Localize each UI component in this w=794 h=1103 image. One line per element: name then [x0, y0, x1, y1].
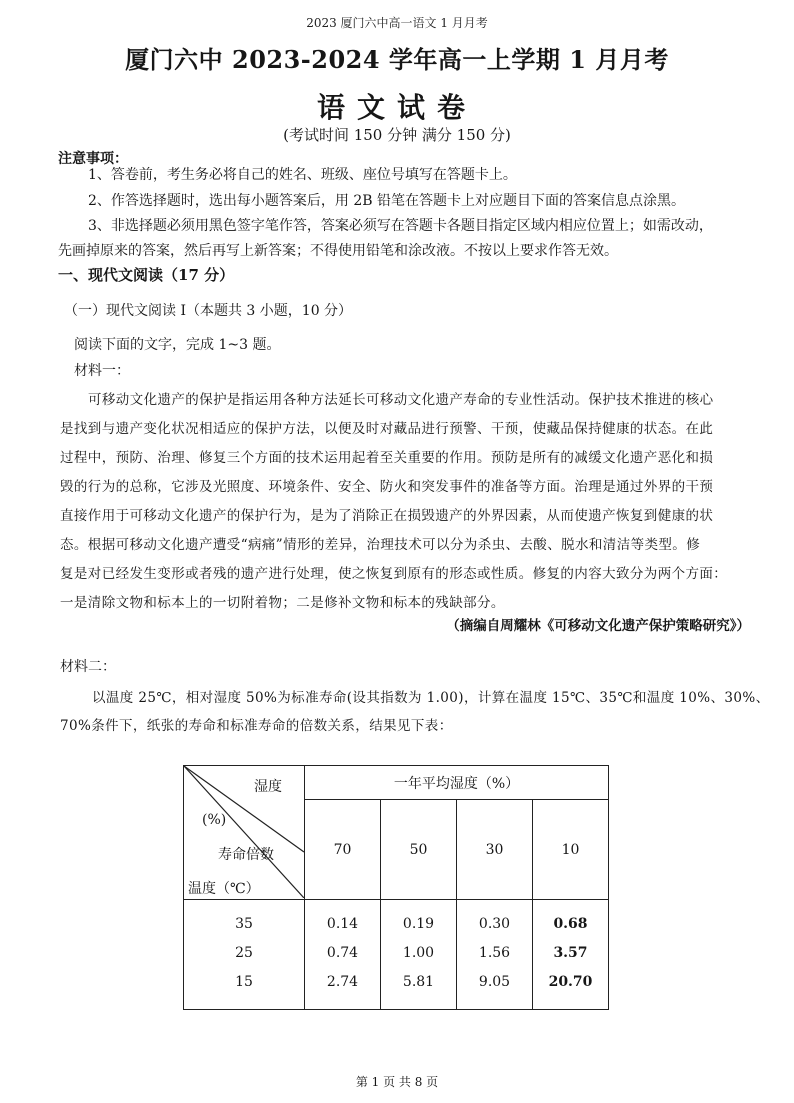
corner-percent-label: (%): [202, 812, 227, 828]
temp-row-label: 35: [184, 900, 305, 936]
table-cell: 9.05: [457, 970, 533, 1010]
page-footer: 第 1 页 共 8 页: [355, 1075, 439, 1089]
notice-item-2: 2、作答选择题时，选出每小题答案后，用 2B 铅笔在答题卡上对应题目下面的答案信息点涂黑。: [88, 193, 686, 209]
material-1-line: 直接作用于可移动文化遗产的保护行为，是为了消除正在损毁遗产的外界因素，从而使遗产恢复到健康的状: [60, 508, 714, 524]
humidity-col-header: 70: [305, 800, 381, 900]
humidity-col-header: 30: [457, 800, 533, 900]
section-title-reading: 一、现代文阅读（17 分）: [58, 266, 235, 284]
exam-title: 厦门六中 2023-2024 学年高一上学期 1 月月考: [125, 45, 669, 74]
exam-header-small: 2023 厦门六中高一语文 1 月月考: [306, 16, 488, 30]
corner-humidity-label: 湿度: [254, 779, 282, 795]
table-cell: 3.57: [533, 936, 609, 970]
subsection-title: （一）现代文阅读 I（本题共 3 小题，10 分）: [64, 303, 353, 319]
humidity-group-header: 一年平均湿度（%）: [305, 766, 609, 800]
reading-instruction: 阅读下面的文字，完成 1~3 题。: [74, 337, 281, 353]
material-1-line: 复是对已经发生变形或者残的遗产进行处理，使之恢复到原有的形态或性质。修复的内容大致分为两个方面：: [60, 566, 728, 582]
material-2-line: 以温度 25℃，相对湿度 50%为标准寿命(设其指数为 1.00)，计算在温度 15℃、35℃和温度 10%、30%、: [92, 690, 770, 706]
temp-row-label: 15: [184, 970, 305, 1010]
notice-item-1: 1、答卷前，考生务必将自己的姓名、班级、座位号填写在答题卡上。: [88, 167, 517, 183]
material-1-line: 过程中，预防、治理、修复三个方面的技术运用起着至关重要的作用。预防是所有的减缓文化遗产恶化和损: [60, 450, 714, 466]
notice-item-3: 3、非选择题必须用黑色签字笔作答，答案必须写在答题卡各题目指定区域内相应位置上；如需改动，: [88, 218, 713, 234]
table-cell: 0.68: [533, 900, 609, 936]
paper-lifespan-table: [183, 765, 609, 1010]
table-cell: 0.14: [305, 900, 381, 936]
humidity-col-header: 10: [533, 800, 609, 900]
table-cell: 1.00: [381, 936, 457, 970]
humidity-col-header: 50: [381, 800, 457, 900]
table-cell: 20.70: [533, 970, 609, 1010]
notice-heading: 注意事项：: [58, 151, 128, 167]
material-1-line: 态。根据可移动文化遗产遭受“病痛”情形的差异，治理技术可以分为杀虫、去酸、脱水和清洁等类型。修: [60, 537, 701, 553]
table-cell: 0.74: [305, 936, 381, 970]
table-cell: 1.56: [457, 936, 533, 970]
paper-subject-title: 语文试卷: [316, 91, 477, 124]
table-cell: 0.19: [381, 900, 457, 936]
material-1-line: 毁的行为的总称，它涉及光照度、环境条件、安全、防火和突发事件的准备等方面。治理是通过外界的干预: [60, 479, 714, 495]
table-cell: 2.74: [305, 970, 381, 1010]
notice-item-3-cont: 先画掉原来的答案，然后再写上新答案；不得使用铅笔和涂改液。不按以上要求作答无效。: [58, 243, 618, 259]
material-1-label: 材料一：: [74, 363, 130, 379]
material-1-line: 可移动文化遗产的保护是指运用各种方法延长可移动文化遗产寿命的专业性活动。保护技术推进的核心: [88, 392, 714, 408]
material-1-source: （摘编自周耀林《可移动文化遗产保护策略研究》）: [446, 618, 750, 634]
exam-time-score: (考试时间 150 分钟 满分 150 分): [283, 126, 511, 144]
table-corner-cell: [184, 766, 305, 900]
temp-row-label: 25: [184, 936, 305, 970]
material-1-line: 一是清除文物和标本上的一切附着物；二是修补文物和标本的残缺部分。: [60, 595, 505, 611]
material-2-label: 材料二：: [60, 659, 116, 675]
material-2-line: 70%条件下，纸张的寿命和标准寿命的倍数关系，结果见下表：: [60, 718, 453, 734]
corner-temp-label: 温度（℃）: [188, 881, 260, 897]
table-cell: 5.81: [381, 970, 457, 1010]
material-1-line: 是找到与遗产变化状况相适应的保护方法，以便及时对藏品进行预警、干预，使藏品保持健康的状态。在此: [60, 421, 714, 437]
corner-life-label: 寿命倍数: [218, 847, 274, 863]
table-cell: 0.30: [457, 900, 533, 936]
